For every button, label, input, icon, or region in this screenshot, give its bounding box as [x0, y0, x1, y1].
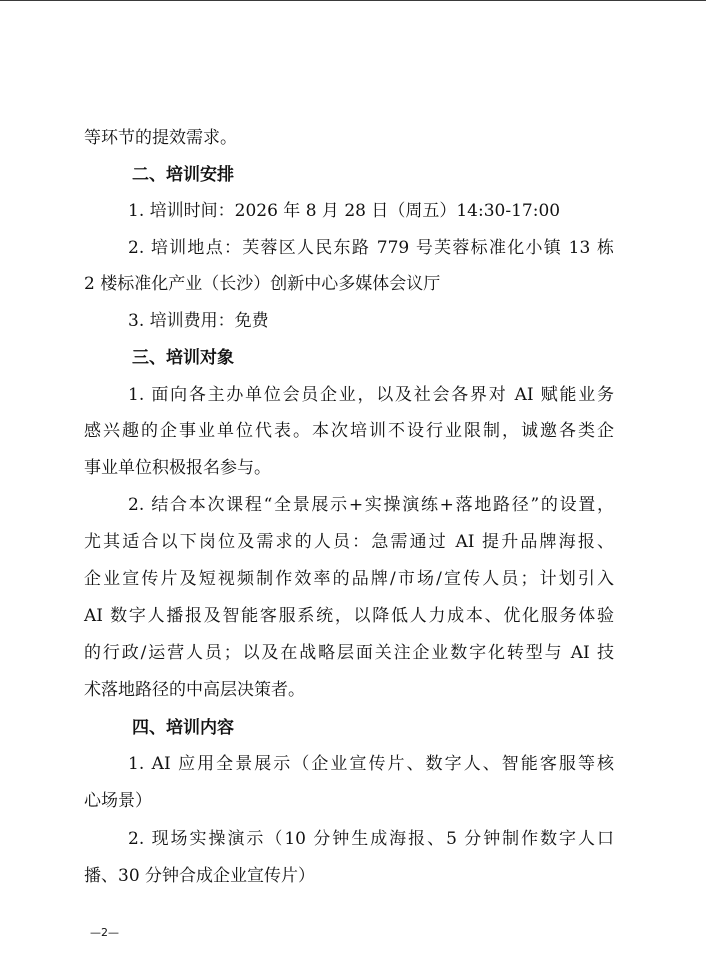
- body-text-line: 1. AI 应用全景展示（企业宣传片、数字人、智能客服等核: [128, 754, 614, 774]
- body-text-line: 术落地路径的中高层决策者。: [84, 680, 305, 700]
- body-text-line: AI 数字人播报及智能客服系统，以降低人力成本、优化服务体验: [84, 606, 614, 626]
- top-border: [0, 0, 706, 1]
- body-text-line: 2 楼标准化产业（长沙）创新中心多媒体会议厅: [84, 274, 441, 294]
- body-text-line: 感兴趣的企事业单位代表。本次培训不设行业限制，诚邀各类企: [84, 421, 614, 441]
- body-text-line: 1. 培训时间：2026 年 8 月 28 日（周五）14:30-17:00: [128, 201, 561, 221]
- body-text-line: 播、30 分钟合成企业宣传片）: [84, 866, 316, 886]
- body-text-line: 事业单位积极报名参与。: [84, 458, 271, 478]
- body-text-line: 1. 面向各主办单位会员企业，以及社会各界对 AI 赋能业务: [128, 385, 614, 405]
- body-text-line: 3. 培训费用：免费: [128, 311, 269, 331]
- body-text-line: 企业宣传片及短视频制作效率的品牌/市场/宣传人员；计划引入: [84, 569, 614, 589]
- body-text-line: 心场景）: [84, 791, 152, 811]
- body-text-line: 尤其适合以下岗位及需求的人员：急需通过 AI 提升品牌海报、: [84, 532, 614, 552]
- section-heading: 二、培训安排: [132, 165, 234, 185]
- body-text-line: 的行政/运营人员；以及在战略层面关注企业数字化转型与 AI 技: [84, 643, 614, 663]
- body-text-line: 2. 结合本次课程“全景展示+实操演练+落地路径”的设置，: [128, 495, 614, 515]
- body-text-line: 等环节的提效需求。: [84, 128, 237, 148]
- body-text-line: 2. 现场实操演示（10 分钟生成海报、5 分钟制作数字人口: [128, 829, 614, 849]
- section-heading: 四、培训内容: [132, 718, 234, 738]
- page-number: —2—: [90, 926, 119, 939]
- body-text-line: 2. 培训地点：芙蓉区人民东路 779 号芙蓉标准化小镇 13 栋: [128, 238, 614, 258]
- section-heading: 三、培训对象: [132, 348, 234, 368]
